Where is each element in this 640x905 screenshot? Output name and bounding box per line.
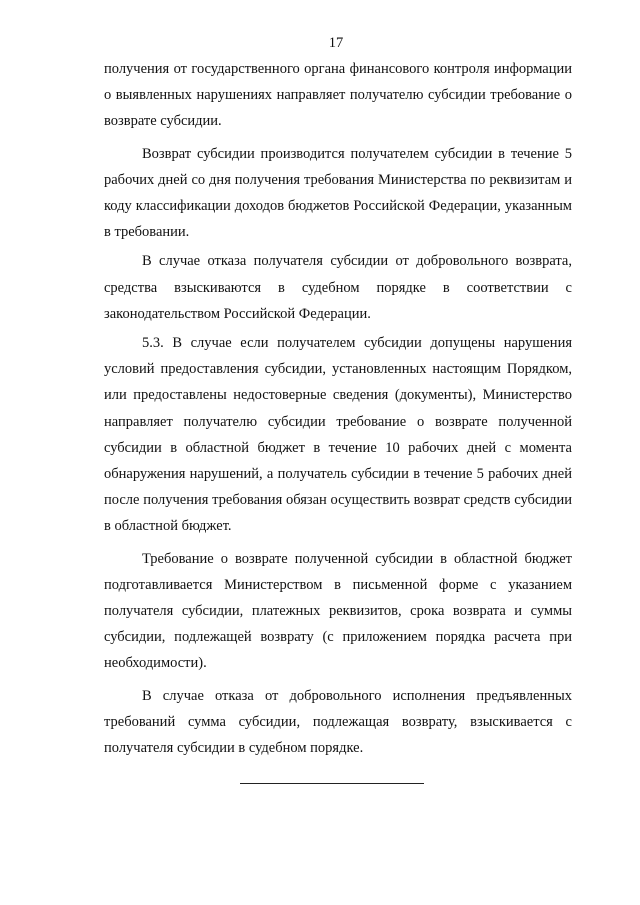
paragraph-refusal-court: В случае отказа получателя субсидии от добровольного возврата, средства взыскиваются в судебном порядке в соответствии с законодательством Российской Федерации. [104,253,572,322]
paragraph-refund-terms: Возврат субсидии производится получателем субсидии в течение 5 рабочих дней со дня получения требования Министерства по реквизитам и коду классификации доходов бюджетов Российской Федерации, указанным в требовании. [104,145,572,241]
page-number: 17 [328,35,344,51]
paragraph-requirement-form: Требование о возврате полученной субсидии в областной бюджет подготавливается Министерством в письменной форме с указанием получателя субсидии, платежных реквизитов, срока возврата и суммы субсидии, подлежащей возврату (с приложением порядка расчета при необходимости). [104,550,572,672]
paragraph-continuation: получения от государственного органа финансового контроля информации о выявленных нарушениях направляет получателю субсидии требование о возврате субсидии. [104,61,572,130]
paragraph-clause-5-3: 5.3. В случае если получателем субсидии допущены нарушения условий предоставления субсидии, установленных настоящим Порядком, или предоставлены недостоверные сведения (документы), Министерство направляет получателю субсидии требование о возврате полученной субсидии в областной бюджет в течение 10 рабочих дней с момента обнаружения нарушений, а получатель субсидии в течение 5 рабочих дней после получения требования обязан осуществить возврат средств субсидии в областной бюджет. [104,335,572,535]
paragraph-voluntary-refusal: В случае отказа от добровольного исполнения предъявленных требований сумма субсидии, подлежащая возврату, взыскивается с получателя субсидии в судебном порядке. [104,687,572,757]
end-separator-line [240,783,424,784]
document-body [104,56,572,761]
